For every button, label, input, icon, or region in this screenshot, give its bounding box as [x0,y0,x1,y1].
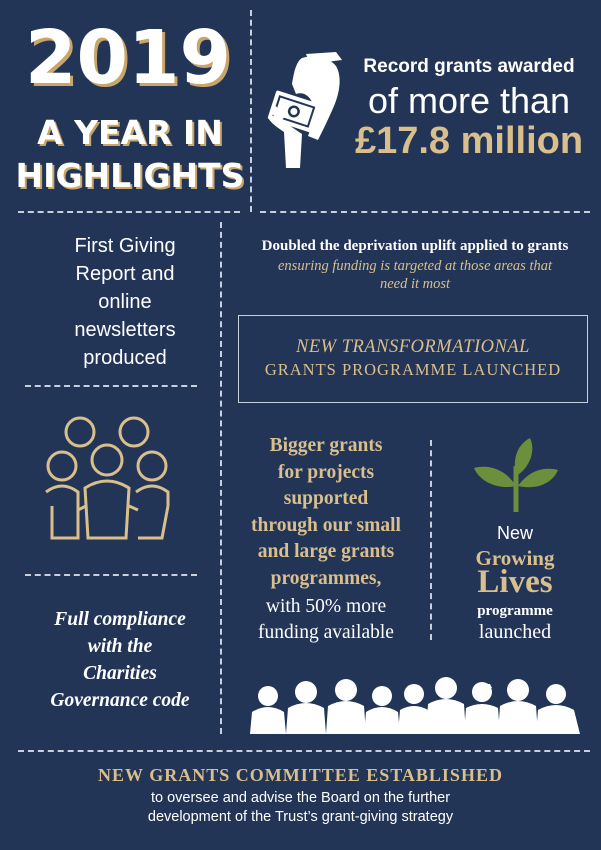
growing-lives-lives: Lives [477,564,553,600]
growing-lives-growing: Growing [475,546,555,570]
divider-top-vertical [250,10,252,212]
committee-detail-line: development of the Trust’s grant-giving strategy [147,809,454,825]
bigger-grants-funding-line: with 50% more [265,596,387,617]
giving-report-line: newsletters [74,319,176,341]
giving-report-line: online [98,291,152,313]
deprivation-detail-line: need it most [379,276,451,292]
bigger-grants-line: supported [283,488,369,509]
deprivation-detail-line: ensuring funding is targeted at those areas that [277,258,552,274]
divider-top-left [18,211,240,213]
committee-detail [60,789,541,827]
committee-detail-line: to oversee and advise the Board on the further [150,790,451,806]
divider-bottom [18,750,590,752]
transformational-box [238,315,588,403]
compliance-line: Charities [83,663,157,684]
bigger-grants-line: through our small [251,514,401,536]
growing-lives-launched: launched [478,621,552,643]
record-grants-amount: £17.8 million [354,120,584,162]
bigger-grants-funding-line: funding available [258,622,394,643]
giving-report-line: produced [83,347,167,369]
compliance-line: Governance code [50,690,190,711]
record-grants-more-than: of more than [367,80,571,121]
committee-headline: NEW GRANTS COMMITTEE ESTABLISHED [98,765,503,785]
divider-top-right [260,211,590,213]
crowd-silhouette-icon [250,672,580,734]
title-line-2: HIGHLIGHTS [15,156,245,195]
sprout-icon [472,436,560,512]
compliance-line: with the [87,636,153,657]
divider-inner-vertical [430,440,432,640]
bigger-grants-line: Bigger grants [269,435,383,456]
compliance-line: Full compliance [54,609,186,630]
growing-lives-new: New [496,523,533,543]
title-line-1: A YEAR IN [37,113,223,152]
divider-left-1 [25,385,197,387]
deprivation-headline: Doubled the deprivation uplift applied to grants [261,238,569,254]
growing-lives-programme: programme [477,603,553,619]
bigger-grants-line: and large grants [257,541,395,562]
bigger-grants-text [230,433,422,592]
bigger-grants-line: for projects [277,461,375,483]
bigger-grants-line: programmes, [270,567,382,589]
transformational-line-1: NEW TRANSFORMATIONAL [296,337,530,357]
deprivation-detail [240,257,590,293]
hand-money-icon [262,48,348,172]
people-group-icon [42,410,182,542]
giving-report-line: Report and [75,263,175,285]
giving-report-text [30,232,220,372]
transformational-line-2: GRANTS PROGRAMME LAUNCHED [264,360,562,379]
divider-left-2 [25,574,197,576]
record-grants-label: Record grants awarded [363,56,575,77]
bigger-grants-funding [230,594,422,646]
title-year: 2019 [25,15,231,101]
compliance-text [18,606,222,714]
giving-report-line: First Giving [74,235,176,257]
